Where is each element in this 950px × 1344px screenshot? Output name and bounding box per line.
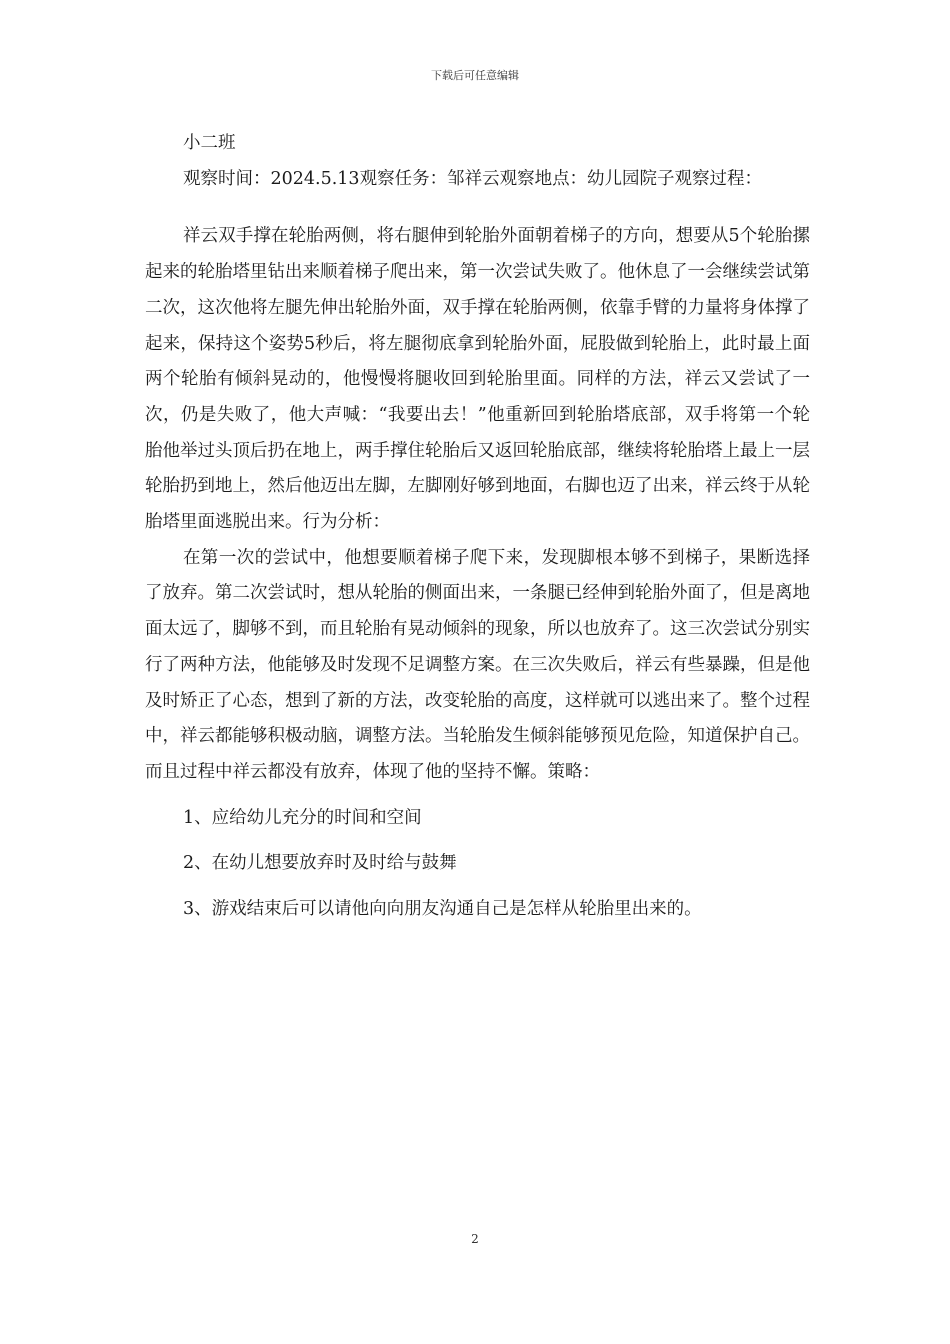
class-name: 小二班 bbox=[183, 133, 236, 153]
strategy-item-3: 3、游戏结束后可以请他向向朋友沟通自己是怎样从轮胎里出来的。 bbox=[183, 899, 702, 920]
strategy-item-1: 1、应给幼儿充分的时间和空间 bbox=[183, 807, 422, 828]
observation-meta-line: 观察时间：2024.5.13观察任务：邹祥云观察地点：幼儿园院子观察过程： bbox=[183, 168, 763, 189]
strategy-item-2: 2、在幼儿想要放弃时及时给与鼓舞 bbox=[183, 853, 457, 874]
page-number: 2 bbox=[471, 1232, 479, 1246]
observation-process-paragraph: 祥云双手撑在轮胎两侧，将右腿伸到轮胎外面朝着梯子的方向，想要从5个轮胎摞起来的轮胎塔里钻出来顺着梯子爬出来，第一次尝试失败了。他休息了一会继续尝试第二次，这次他将左腿先伸出轮胎外面，双手撑在轮胎两侧，依靠手臂的力量将身体撑了起来，保持这个姿势5秒后，将左腿彻底拿到轮胎外面，屁股做到轮胎上，此时最上面两个轮胎有倾斜晃动的，他慢慢将腿收回到轮胎里面。同样的方法，祥云又尝试了一次，仍是失败了，他大声喊：“我要出去！”他重新回到轮胎塔底部，双手将第一个轮胎他举过头顶后扔在地上，两手撑住轮胎后又返回轮胎底部，继续将轮胎塔上最上一层轮胎扔到地上，然后他迈出左脚，左脚刚好够到地面，右脚也迈了出来，祥云终于从轮胎塔里面逃脱出来。行为分析： bbox=[145, 226, 810, 533]
behavior-analysis-paragraph: 在第一次的尝试中，他想要顺着梯子爬下来，发现脚根本够不到梯子，果断选择了放弃。第二次尝试时，想从轮胎的侧面出来，一条腿已经伸到轮胎外面了，但是离地面太远了，脚够不到，而且轮胎有晃动倾斜的现象，所以也放弃了。这三次尝试分别实行了两种方法，他能够及时发现不足调整方案。在三次失败后，祥云有些暴躁，但是他及时矫正了心态，想到了新的方法，改变轮胎的高度，这样就可以逃出来了。整个过程中，祥云都能够积极动脑，调整方法。当轮胎发生倾斜能够预见危险，知道保护自己。而且过程中祥云都没有放弃，体现了他的坚持不懈。策略： bbox=[145, 547, 810, 782]
spacer bbox=[145, 197, 810, 219]
page-header-note: 下载后可任意编辑 bbox=[431, 69, 519, 82]
document-body bbox=[145, 126, 810, 928]
